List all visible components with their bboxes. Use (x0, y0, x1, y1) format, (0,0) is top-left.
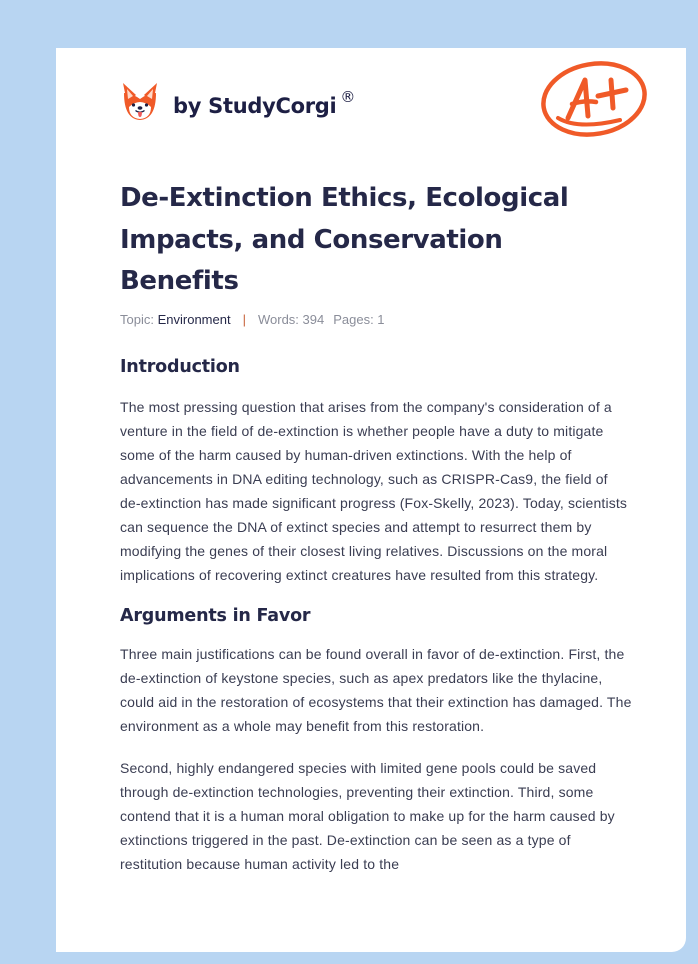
section-heading-introduction: Introduction (120, 357, 240, 377)
registered-mark: ® (340, 88, 356, 106)
topic-label: Topic: (120, 312, 154, 327)
word-count: Words: 394 (257, 312, 325, 327)
section-heading-arguments-in-favor: Arguments in Favor (120, 606, 311, 626)
document-title: De-Extinction Ethics, Ecological Impacts, and Conservation Benefits (120, 183, 569, 296)
page-count: Pages: 1 (333, 312, 385, 327)
site-header (120, 76, 355, 126)
meta-separator: | (242, 312, 246, 327)
corgi-logo-icon[interactable] (120, 79, 160, 123)
document-meta (120, 312, 385, 327)
a-plus-grade-icon (538, 58, 650, 140)
document-body (120, 350, 632, 876)
topic-link[interactable]: Environment (157, 312, 231, 327)
document-card (56, 48, 686, 952)
paragraph: Three main justifications can be found overall in favor of de-extinction. First, the de-extinction of keystone species, such as apex predators like the thylacine, could aid in the restoration of ecosystems that their extinction has damaged. The environment as a whole may benefit from this restoration. (120, 646, 632, 734)
paragraph: Second, highly endangered species with limited gene pools could be saved through de-extinction technologies, preventing their extinction. Third, some contend that it is a human moral obligation to make up for the harm caused by extinctions triggered in the past. De-extinction can be seen as a type of restitution because human activity led to the (120, 760, 615, 872)
brand-name[interactable]: by StudyCorgi (173, 94, 337, 118)
paragraph: The most pressing question that arises from the company's consideration of a venture in the field of de-extinction is whether people have a duty to mitigate some of the harm caused by human-driven extinctions. With the help of advancements in DNA editing technology, such as CRISPR-Cas9, the field of de-extinction has made significant progress (Fox-Skelly, 2023). Today, scientists can sequence the DNA of extinct species and attempt to resurrect them by modifying the genes of their closest living relatives. Discussions on the moral implications of recovering extinct creatures have resulted from this strategy. (120, 399, 628, 583)
